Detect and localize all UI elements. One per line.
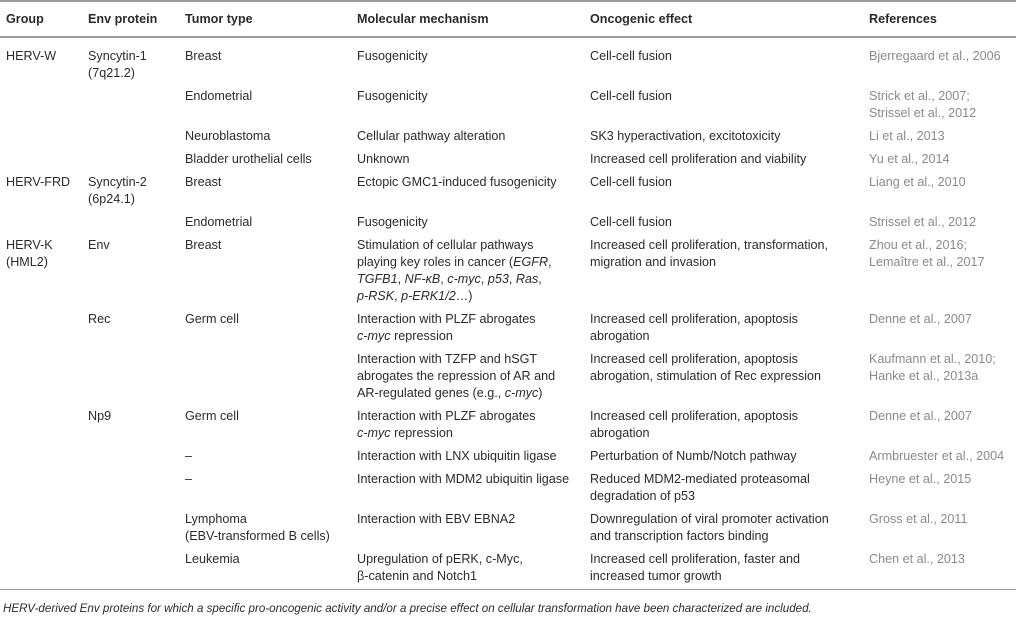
gene-name: EGFR (513, 255, 549, 269)
references-cell-line: Strissel et al., 2012 (869, 106, 977, 120)
tumor-type-cell (179, 308, 351, 348)
oncogenic-effect-cell (584, 348, 863, 405)
oncogenic-effect-cell-line: abrogation, stimulation of Rec expression (590, 369, 822, 383)
references-cell-line: Chen et al., 2013 (869, 552, 965, 566)
table-row (0, 405, 1016, 445)
references-cell (863, 211, 1016, 234)
references-cell (863, 468, 1016, 508)
oncogenic-effect-cell (584, 405, 863, 445)
oncogenic-effect-cell (584, 508, 863, 548)
tumor-type-cell (179, 468, 351, 508)
env-protein-cell-line: Syncytin-1 (88, 49, 147, 63)
references-cell-line: Strick et al., 2007; (869, 89, 970, 103)
oncogenic-effect-cell (584, 211, 863, 234)
tumor-type-cell-line: Leukemia (185, 552, 240, 566)
table-row (0, 171, 1016, 211)
gene-name: NF-κB (404, 272, 441, 286)
mechanism-text: , (440, 272, 448, 286)
mechanism-line (357, 568, 584, 585)
mechanism-line (357, 311, 584, 328)
oncogenic-effect-cell-line: Increased cell proliferation, transformation, (590, 238, 828, 252)
mechanism-line (357, 48, 584, 65)
tumor-type-cell (179, 211, 351, 234)
mechanism-line (357, 408, 584, 425)
references-cell-line: Bjerregaard et al., 2006 (869, 49, 1001, 63)
references-cell-line: Li et al., 2013 (869, 129, 945, 143)
gene-name: c-myc (357, 426, 391, 440)
oncogenic-effect-cell (584, 548, 863, 590)
mechanism-text: Interaction with PLZF abrogates (357, 409, 536, 423)
gene-name: c-myc (447, 272, 481, 286)
mechanism-text: Fusogenicity (357, 89, 428, 103)
env-protein-cell-line: Rec (88, 312, 111, 326)
mechanism-line (357, 448, 584, 465)
mechanism-cell (351, 234, 584, 308)
references-cell (863, 508, 1016, 548)
group-cell-line: HERV-W (6, 49, 57, 63)
mechanism-text: Interaction with LNX ubiquitin ligase (357, 449, 557, 463)
tumor-type-cell (179, 548, 351, 590)
mechanism-line (357, 271, 584, 288)
mechanism-text: , (548, 255, 552, 269)
group-cell (0, 211, 82, 234)
group-cell (0, 348, 82, 405)
references-cell (863, 405, 1016, 445)
mechanism-text: , (394, 289, 402, 303)
tumor-type-cell-line: Germ cell (185, 312, 239, 326)
oncogenic-effect-cell-line: Increased cell proliferation and viability (590, 152, 807, 166)
table-row (0, 445, 1016, 468)
header-group: Group (0, 1, 82, 37)
gene-name: Ras (515, 272, 539, 286)
mechanism-text: Interaction with MDM2 ubiquitin ligase (357, 472, 570, 486)
table-row (0, 468, 1016, 508)
oncogenic-effect-cell (584, 148, 863, 171)
env-protein-cell (82, 405, 179, 445)
mechanism-line (357, 214, 584, 231)
mechanism-text: Interaction with TZFP and hSGT (357, 352, 538, 366)
oncogenic-effect-cell-line: degradation of p53 (590, 489, 696, 503)
mechanism-cell (351, 125, 584, 148)
mechanism-line (357, 151, 584, 168)
tumor-type-cell (179, 234, 351, 308)
mechanism-line (357, 551, 584, 568)
header-oncogenic-effect: Oncogenic effect (584, 1, 863, 37)
group-cell (0, 234, 82, 308)
references-cell-line: Hanke et al., 2013a (869, 369, 979, 383)
env-protein-cell-line: (7q21.2) (88, 66, 135, 80)
mechanism-cell (351, 405, 584, 445)
oncogenic-effect-cell-line: and transcription factors binding (590, 529, 769, 543)
tumor-type-cell-line: Germ cell (185, 409, 239, 423)
oncogenic-effect-cell-line: Cell-cell fusion (590, 89, 672, 103)
references-cell (863, 445, 1016, 468)
env-protein-cell (82, 308, 179, 348)
group-cell (0, 405, 82, 445)
tumor-type-cell-line: Endometrial (185, 215, 253, 229)
env-protein-cell (82, 37, 179, 85)
mechanism-line (357, 471, 584, 488)
tumor-type-cell (179, 445, 351, 468)
mechanism-line (357, 237, 584, 254)
mechanism-cell (351, 148, 584, 171)
references-cell (863, 308, 1016, 348)
mechanism-cell (351, 468, 584, 508)
references-cell-line: Gross et al., 2011 (869, 512, 968, 526)
mechanism-line (357, 128, 584, 145)
oncogenic-effect-cell-line: Cell-cell fusion (590, 175, 672, 189)
mechanism-cell (351, 211, 584, 234)
env-protein-cell (82, 211, 179, 234)
references-cell-line: Yu et al., 2014 (869, 152, 950, 166)
references-cell (863, 171, 1016, 211)
group-cell (0, 468, 82, 508)
mechanism-text: Upregulation of pERK, c-Myc, (357, 552, 523, 566)
env-protein-cell (82, 445, 179, 468)
tumor-type-cell-line: Bladder urothelial cells (185, 152, 312, 166)
gene-name: c-myc (504, 386, 539, 400)
mechanism-text: repression (390, 329, 453, 343)
table-row (0, 148, 1016, 171)
header-tumor-type: Tumor type (179, 1, 351, 37)
mechanism-cell (351, 445, 584, 468)
tumor-type-cell-line: Breast (185, 238, 222, 252)
mechanism-cell (351, 348, 584, 405)
references-cell-line: Denne et al., 2007 (869, 409, 972, 423)
header-molecular-mechanism: Molecular mechanism (351, 1, 584, 37)
table-row (0, 37, 1016, 85)
oncogenic-effect-cell-line: abrogation (590, 426, 650, 440)
mechanism-cell (351, 308, 584, 348)
env-protein-cell-line: Syncytin-2 (88, 175, 147, 189)
env-protein-cell-line: Np9 (88, 409, 112, 423)
oncogenic-effect-cell (584, 308, 863, 348)
env-protein-cell (82, 171, 179, 211)
tumor-type-cell (179, 405, 351, 445)
oncogenic-effect-cell-line: Increased cell proliferation, apoptosis (590, 352, 798, 366)
tumor-type-cell (179, 508, 351, 548)
oncogenic-effect-cell (584, 37, 863, 85)
mechanism-line (357, 88, 584, 105)
mechanism-cell (351, 85, 584, 125)
oncogenic-effect-cell-line: migration and invasion (590, 255, 717, 269)
group-cell (0, 148, 82, 171)
gene-name: p-RSK (357, 289, 395, 303)
env-protein-cell (82, 125, 179, 148)
mechanism-text: Cellular pathway alteration (357, 129, 506, 143)
oncogenic-effect-cell (584, 171, 863, 211)
env-protein-cell-line: (6p24.1) (88, 192, 135, 206)
references-cell-line: Heyne et al., 2015 (869, 472, 972, 486)
group-cell (0, 308, 82, 348)
tumor-type-cell-line: – (185, 472, 193, 486)
group-cell-line: HERV-K (6, 238, 53, 252)
group-cell-line: HERV-FRD (6, 175, 71, 189)
mechanism-text: Interaction with PLZF abrogates (357, 312, 536, 326)
mechanism-cell (351, 37, 584, 85)
oncogenic-effect-cell-line: Increased cell proliferation, apoptosis (590, 409, 798, 423)
oncogenic-effect-cell (584, 234, 863, 308)
env-protein-cell (82, 548, 179, 590)
references-cell-line: Armbruester et al., 2004 (869, 449, 1005, 463)
mechanism-text: playing key roles in cancer ( (357, 255, 514, 269)
mechanism-text: Interaction with EBV EBNA2 (357, 512, 516, 526)
env-protein-cell (82, 234, 179, 308)
mechanism-text: , (480, 272, 488, 286)
oncogenic-effect-cell-line: Increased cell proliferation, faster and (590, 552, 801, 566)
mechanism-text: Fusogenicity (357, 215, 428, 229)
mechanism-text: AR-regulated genes (e.g., (357, 386, 505, 400)
oncogenic-effect-cell-line: Cell-cell fusion (590, 215, 672, 229)
references-cell-line: Zhou et al., 2016; (869, 238, 968, 252)
group-cell (0, 171, 82, 211)
mechanism-text: β-catenin and Notch1 (357, 569, 477, 583)
table-row (0, 548, 1016, 590)
oncogenic-effect-cell-line: abrogation (590, 329, 650, 343)
oncogenic-effect-cell (584, 445, 863, 468)
references-cell-line: Strissel et al., 2012 (869, 215, 977, 229)
oncogenic-effect-cell-line: SK3 hyperactivation, excitotoxicity (590, 129, 781, 143)
oncogenic-effect-cell-line: increased tumor growth (590, 569, 722, 583)
references-cell (863, 85, 1016, 125)
oncogenic-effect-cell (584, 468, 863, 508)
mechanism-line (357, 288, 584, 305)
table-row (0, 308, 1016, 348)
references-cell-line: Kaufmann et al., 2010; (869, 352, 996, 366)
tumor-type-cell-line: – (185, 449, 193, 463)
group-cell-line: (HML2) (6, 255, 48, 269)
tumor-type-cell-line: (EBV-transformed B cells) (185, 529, 330, 543)
env-protein-cell (82, 468, 179, 508)
tumor-type-cell (179, 85, 351, 125)
oncogenic-effect-cell-line: Reduced MDM2-mediated proteasomal (590, 472, 810, 486)
tumor-type-cell-line: Neuroblastoma (185, 129, 271, 143)
table-row (0, 348, 1016, 405)
tumor-type-cell (179, 348, 351, 405)
gene-name: p-ERK1/2 (401, 289, 456, 303)
references-cell (863, 148, 1016, 171)
references-cell (863, 125, 1016, 148)
mechanism-line (357, 174, 584, 191)
mechanism-text: abrogates the repression of AR and (357, 369, 556, 383)
gene-name: c-myc (357, 329, 391, 343)
references-cell-line: Denne et al., 2007 (869, 312, 972, 326)
oncogenic-effect-cell-line: Perturbation of Numb/Notch pathway (590, 449, 797, 463)
table-row (0, 85, 1016, 125)
gene-name: p53 (487, 272, 509, 286)
mechanism-line (357, 254, 584, 271)
references-cell-line: Lemaître et al., 2017 (869, 255, 985, 269)
table-row (0, 125, 1016, 148)
mechanism-text: , (538, 272, 542, 286)
env-protein-cell (82, 348, 179, 405)
mechanism-cell (351, 548, 584, 590)
tumor-type-cell-line: Breast (185, 175, 222, 189)
mechanism-line (357, 328, 584, 345)
mechanism-text: , (397, 272, 405, 286)
mechanism-text: Fusogenicity (357, 49, 428, 63)
oncogenic-effect-cell (584, 85, 863, 125)
table-row (0, 234, 1016, 308)
mechanism-line (357, 351, 584, 368)
group-cell (0, 85, 82, 125)
oncogenic-effect-cell-line: Cell-cell fusion (590, 49, 672, 63)
mechanism-text: , (508, 272, 516, 286)
mechanism-text: Stimulation of cellular pathways (357, 238, 534, 252)
tumor-type-cell-line: Lymphoma (185, 512, 247, 526)
references-cell (863, 348, 1016, 405)
tumor-type-cell (179, 171, 351, 211)
header-env-protein: Env protein (82, 1, 179, 37)
references-cell (863, 37, 1016, 85)
table-row (0, 508, 1016, 548)
group-cell (0, 125, 82, 148)
table-body (0, 37, 1016, 590)
references-cell-line: Liang et al., 2010 (869, 175, 966, 189)
group-cell (0, 508, 82, 548)
env-protein-cell-line: Env (88, 238, 110, 252)
group-cell (0, 548, 82, 590)
tumor-type-cell (179, 125, 351, 148)
group-cell (0, 37, 82, 85)
table-header-row (0, 1, 1016, 37)
tumor-type-cell-line: Endometrial (185, 89, 253, 103)
env-protein-cell (82, 508, 179, 548)
header-references: References (863, 1, 1016, 37)
mechanism-line (357, 425, 584, 442)
table-footnote: HERV-derived Env proteins for which a specific pro-oncogenic activity and/or a precise effect on cellular transformation have been characterized are included. (3, 602, 812, 615)
mechanism-line (357, 385, 584, 402)
oncogenic-effect-cell-line: Downregulation of viral promoter activation (590, 512, 829, 526)
mechanism-line (357, 511, 584, 528)
mechanism-text: ) (538, 386, 543, 400)
mechanism-cell (351, 508, 584, 548)
mechanism-text: Ectopic GMC1-induced fusogenicity (357, 175, 557, 189)
tumor-type-cell-line: Breast (185, 49, 222, 63)
oncogenic-effect-cell (584, 125, 863, 148)
mechanism-text: …) (455, 289, 473, 303)
mechanism-line (357, 368, 584, 385)
group-cell (0, 445, 82, 468)
env-protein-cell (82, 148, 179, 171)
references-cell (863, 234, 1016, 308)
oncogenic-effect-cell-line: Increased cell proliferation, apoptosis (590, 312, 798, 326)
gene-name: TGFB1 (357, 272, 398, 286)
env-protein-cell (82, 85, 179, 125)
mechanism-text: Unknown (357, 152, 410, 166)
table-row (0, 211, 1016, 234)
references-cell (863, 548, 1016, 590)
mechanism-text: repression (390, 426, 453, 440)
tumor-type-cell (179, 148, 351, 171)
mechanism-cell (351, 171, 584, 211)
tumor-type-cell (179, 37, 351, 85)
